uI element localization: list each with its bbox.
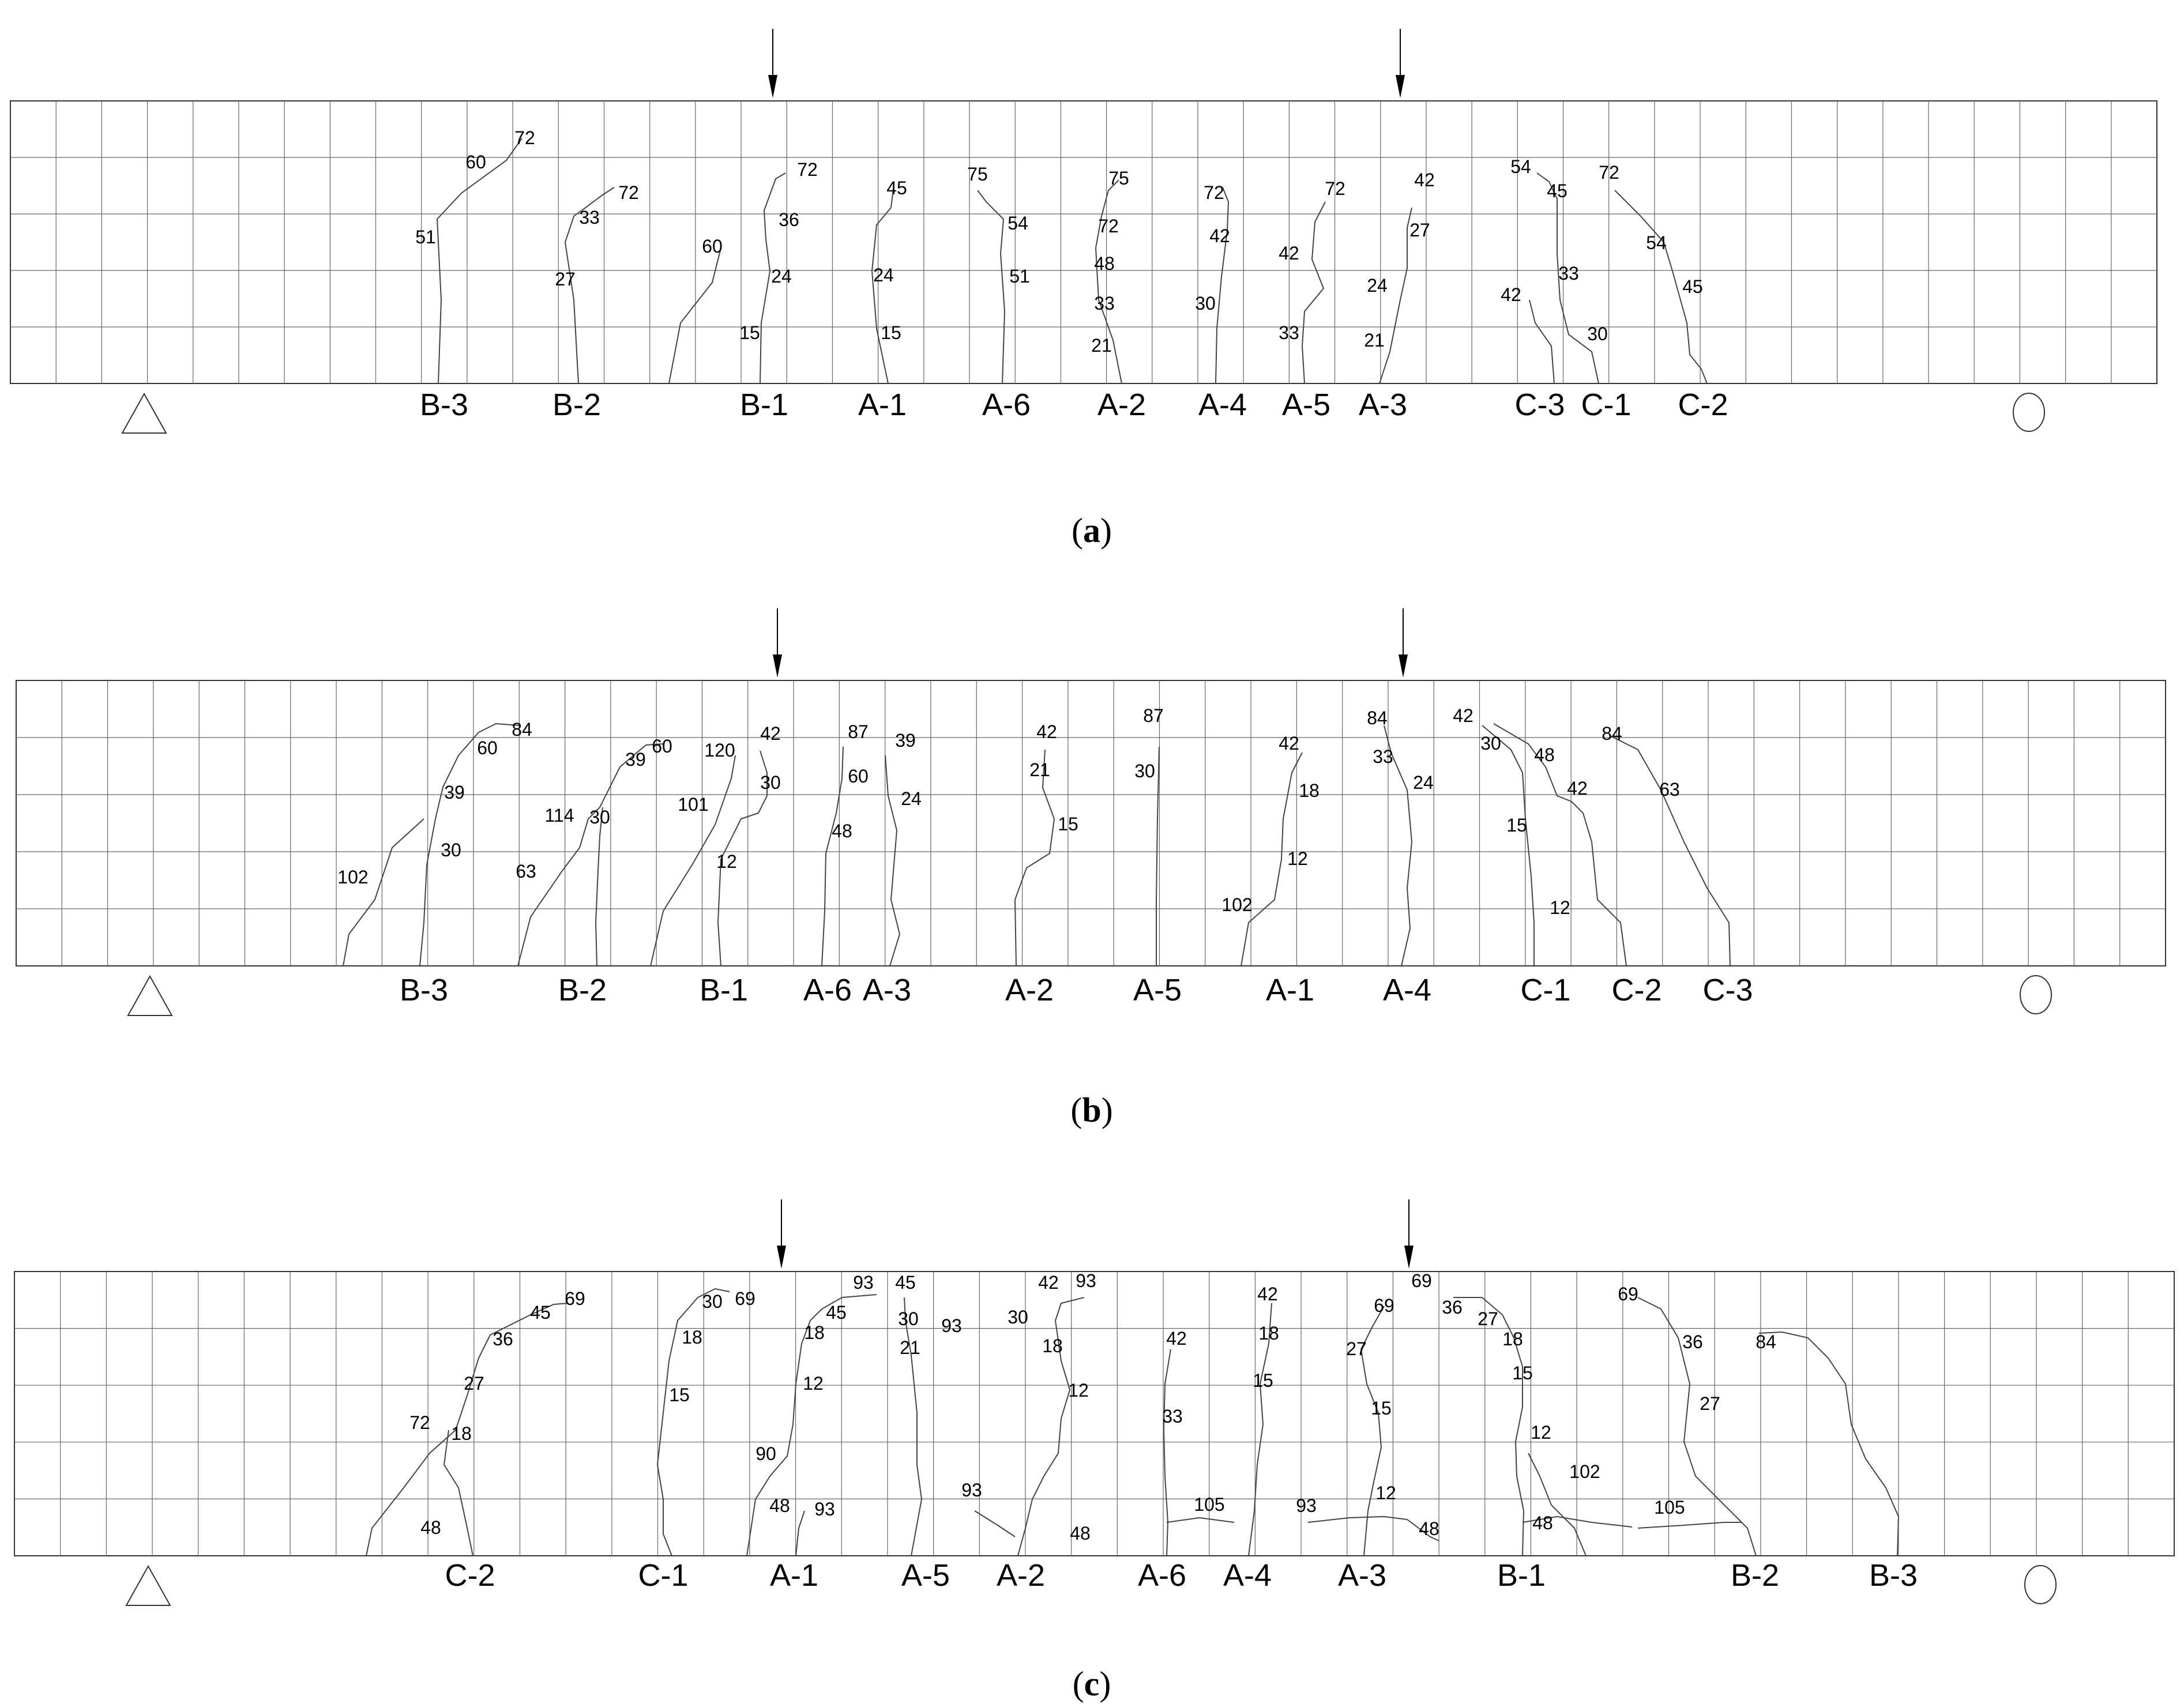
- crack-label: A-6: [1137, 1558, 1187, 1593]
- crack-load-value: 18: [1299, 780, 1320, 801]
- crack-load-value: 69: [1411, 1270, 1432, 1291]
- crack-load-value: 72: [797, 159, 818, 180]
- crack-load-value: 30: [1008, 1307, 1028, 1327]
- roller-support-icon: [2013, 393, 2044, 431]
- crack-load-value: 45: [1682, 276, 1703, 297]
- crack-load-value: 54: [1008, 213, 1028, 234]
- panel-caption: (c): [1072, 1665, 1111, 1703]
- crack-label: A-2: [1005, 973, 1054, 1007]
- crack-load-value: 63: [1659, 779, 1680, 800]
- crack-line: [885, 755, 900, 966]
- crack-load-value: 72: [1599, 162, 1619, 183]
- crack-line: [437, 138, 522, 383]
- load-arrow: [773, 608, 782, 678]
- crack-load-value: 27: [1346, 1338, 1367, 1359]
- beam-outline: [10, 101, 2157, 383]
- crack-load-value: 42: [1257, 1284, 1278, 1304]
- panel-caption: (b): [1070, 1091, 1113, 1129]
- crack-load-value: 30: [1195, 293, 1216, 314]
- crack-load-value: 69: [1374, 1295, 1394, 1316]
- crack-load-value: 45: [530, 1302, 551, 1323]
- crack-load-value: 12: [1068, 1380, 1089, 1401]
- crack-load-value: 105: [1194, 1494, 1225, 1515]
- crack-label: A-4: [1382, 973, 1432, 1007]
- crack-label: A-5: [1281, 388, 1331, 422]
- panel-a: [10, 29, 2157, 550]
- crack-load-value: 39: [625, 749, 646, 770]
- pin-support-icon: [122, 394, 166, 433]
- crack-load-value: 30: [702, 1291, 723, 1312]
- crack-load-value: 33: [1558, 263, 1579, 284]
- crack-label: A-5: [901, 1558, 950, 1593]
- crack-load-value: 36: [1682, 1331, 1703, 1352]
- load-arrow: [1404, 1199, 1414, 1269]
- crack-load-value: 42: [1453, 705, 1473, 726]
- crack-line: [596, 807, 603, 966]
- crack-load-value: 45: [826, 1302, 847, 1323]
- crack-load-value: 114: [544, 805, 574, 826]
- crack-load-value: 48: [832, 821, 852, 841]
- crack-load-value: 42: [1166, 1328, 1187, 1349]
- crack-label: A-3: [1337, 1558, 1387, 1593]
- crack-load-value: 18: [1042, 1336, 1063, 1356]
- crack-load-value: 42: [1501, 284, 1521, 305]
- crack-line: [1529, 300, 1554, 383]
- crack-load-value: 84: [512, 719, 532, 740]
- crack-load-value: 48: [1419, 1518, 1439, 1539]
- crack-load-value: 60: [652, 736, 672, 757]
- crack-load-value: 72: [1325, 178, 1345, 199]
- crack-load-value: 42: [1038, 1272, 1059, 1293]
- crack-load-value: 72: [514, 127, 535, 148]
- crack-line: [1302, 202, 1325, 383]
- pin-support-icon: [128, 976, 172, 1015]
- crack-load-value: 18: [682, 1327, 702, 1348]
- beam-grid: [16, 680, 2166, 966]
- crack-load-value: 36: [779, 209, 799, 230]
- crack-load-value: 51: [1009, 266, 1030, 287]
- crack-line: [444, 1430, 473, 1556]
- crack-load-value: 15: [1253, 1370, 1273, 1391]
- crack-load-value: 84: [1367, 708, 1388, 728]
- crack-load-value: 102: [337, 867, 369, 887]
- crack-load-value: 42: [1279, 243, 1299, 264]
- crack-label: C-3: [1702, 973, 1753, 1007]
- crack-load-value: 33: [1279, 322, 1299, 343]
- crack-load-value: 30: [1134, 761, 1155, 781]
- crack-load-value: 51: [415, 227, 436, 247]
- crack-load-value: 72: [1098, 216, 1119, 236]
- crack-load-value: 84: [1756, 1331, 1776, 1352]
- crack-load-value: 18: [804, 1322, 825, 1343]
- crack-line: [669, 248, 721, 383]
- crack-label: A-4: [1198, 388, 1247, 422]
- crack-load-value: 60: [848, 766, 869, 787]
- crack-load-value: 18: [1502, 1329, 1523, 1349]
- crack-load-value: 48: [1532, 1513, 1553, 1533]
- load-arrow: [777, 1199, 786, 1269]
- crack-load-value: 18: [451, 1423, 472, 1444]
- crack-load-value: 48: [1534, 744, 1555, 765]
- crack-load-value: 33: [1162, 1406, 1183, 1427]
- crack-label: B-2: [1730, 1558, 1780, 1593]
- crack-load-value: 54: [1646, 232, 1667, 253]
- crack-load-value: 48: [1094, 253, 1115, 274]
- crack-line: [1759, 1332, 1899, 1556]
- crack-load-value: 12: [1375, 1483, 1396, 1503]
- crack-load-value: 27: [1409, 220, 1430, 240]
- crack-load-value: 120: [704, 740, 735, 761]
- crack-load-value: 75: [967, 164, 988, 185]
- crack-line: [343, 819, 424, 966]
- crack-label: A-3: [862, 973, 912, 1007]
- crack-label: A-1: [858, 388, 907, 422]
- crack-load-value: 33: [1094, 293, 1115, 314]
- crack-load-value: 21: [900, 1337, 920, 1358]
- crack-label: B-3: [1869, 1558, 1918, 1593]
- crack-load-value: 12: [716, 851, 737, 872]
- crack-load-value: 72: [409, 1412, 430, 1433]
- crack-load-value: 27: [1700, 1393, 1720, 1414]
- crack-label: C-2: [1678, 388, 1728, 422]
- crack-line: [1167, 1518, 1234, 1522]
- crack-load-value: 18: [1258, 1323, 1279, 1344]
- crack-load-value: 42: [1279, 733, 1299, 754]
- crack-load-value: 60: [702, 236, 723, 257]
- crack-label: A-1: [769, 1558, 819, 1593]
- crack-load-value: 48: [1070, 1523, 1091, 1544]
- crack-label: C-1: [638, 1558, 689, 1593]
- crack-label: C-2: [445, 1558, 495, 1593]
- crack-label: C-1: [1520, 973, 1571, 1007]
- pin-support-icon: [126, 1566, 170, 1605]
- roller-support-icon: [2025, 1566, 2056, 1604]
- beam-grid: [10, 101, 2157, 383]
- crack-load-value: 39: [444, 782, 465, 803]
- crack-line: [975, 1511, 1015, 1537]
- crack-load-value: 33: [1373, 746, 1393, 767]
- crack-line: [1482, 725, 1534, 966]
- crack-load-value: 12: [1531, 1422, 1551, 1443]
- crack-load-value: 30: [589, 807, 610, 827]
- crack-load-value: 93: [941, 1315, 962, 1336]
- crack-load-value: 69: [565, 1288, 585, 1309]
- crack-load-value: 15: [1058, 814, 1078, 834]
- load-arrow: [1399, 608, 1408, 678]
- crack-load-value: 102: [1221, 894, 1253, 915]
- crack-load-value: 105: [1654, 1497, 1685, 1518]
- crack-line: [1156, 747, 1159, 966]
- crack-line: [1308, 1517, 1407, 1522]
- crack-load-value: 75: [1108, 168, 1129, 189]
- crack-load-value: 42: [1036, 721, 1057, 742]
- crack-load-value: 24: [901, 788, 922, 809]
- crack-load-value: 87: [1143, 705, 1164, 726]
- crack-load-value: 102: [1569, 1461, 1600, 1482]
- beam-outline: [16, 680, 2166, 966]
- crack-load-value: 12: [1287, 848, 1308, 869]
- crack-load-value: 36: [1442, 1297, 1463, 1318]
- crack-label: C-1: [1581, 388, 1632, 422]
- crack-load-value: 48: [420, 1517, 441, 1538]
- crack-load-value: 15: [1506, 815, 1527, 836]
- crack-label: B-1: [739, 388, 789, 422]
- crack-load-value: 60: [465, 152, 486, 172]
- panel-c: [14, 1199, 2174, 1703]
- crack-load-value: 27: [1478, 1308, 1498, 1329]
- crack-load-value: 30: [441, 840, 461, 860]
- crack-load-value: 72: [1204, 182, 1224, 203]
- crack-load-value: 15: [669, 1385, 690, 1405]
- crack-load-value: 15: [1512, 1363, 1533, 1383]
- crack-load-value: 63: [516, 861, 536, 882]
- crack-load-value: 15: [739, 322, 760, 343]
- crack-load-value: 12: [1550, 897, 1570, 918]
- crack-line: [1494, 724, 1626, 966]
- crack-line: [904, 1297, 922, 1556]
- crack-load-value: 90: [755, 1443, 776, 1464]
- panel-caption: (a): [1072, 511, 1112, 550]
- crack-label: A-2: [1097, 388, 1146, 422]
- crack-load-value: 21: [1029, 759, 1050, 780]
- crack-label: A-6: [982, 388, 1031, 422]
- crack-load-value: 42: [760, 723, 781, 744]
- crack-label: A-5: [1133, 973, 1182, 1007]
- crack-line: [1609, 735, 1730, 966]
- crack-load-value: 54: [1510, 156, 1531, 177]
- crack-label: A-4: [1223, 1558, 1272, 1593]
- load-arrow: [768, 29, 777, 98]
- crack-load-value: 93: [1296, 1495, 1317, 1516]
- crack-load-value: 27: [555, 269, 576, 289]
- crack-load-value: 93: [853, 1272, 874, 1293]
- crack-load-value: 93: [1076, 1270, 1096, 1291]
- crack-load-value: 27: [464, 1373, 484, 1394]
- crack-load-value: 84: [1602, 723, 1622, 744]
- crack-load-value: 24: [771, 266, 792, 287]
- crack-load-value: 45: [886, 178, 907, 198]
- crack-load-value: 39: [895, 730, 916, 751]
- roller-support-icon: [2020, 976, 2051, 1014]
- crack-load-value: 24: [1413, 772, 1434, 793]
- crack-load-value: 30: [898, 1308, 919, 1329]
- crack-load-value: 93: [961, 1480, 982, 1500]
- crack-load-value: 12: [803, 1373, 824, 1394]
- crack-line: [796, 1511, 805, 1556]
- crack-line: [822, 747, 843, 966]
- crack-load-value: 72: [618, 182, 639, 203]
- crack-load-value: 42: [1567, 778, 1588, 799]
- crack-load-value: 21: [1091, 335, 1112, 356]
- crack-load-value: 45: [895, 1272, 916, 1293]
- crack-load-value: 30: [1480, 733, 1501, 754]
- crack-line: [978, 190, 1005, 383]
- crack-load-value: 69: [735, 1288, 755, 1309]
- crack-label: A-3: [1358, 388, 1408, 422]
- crack-label: C-3: [1514, 388, 1565, 422]
- crack-label: A-6: [803, 973, 852, 1007]
- load-arrow: [1396, 29, 1405, 98]
- crack-line: [518, 744, 663, 966]
- crack-load-value: 60: [477, 738, 498, 758]
- crack-label: B-1: [1497, 1558, 1546, 1593]
- crack-line: [1164, 1349, 1171, 1556]
- crack-load-value: 87: [848, 721, 869, 742]
- crack-load-value: 33: [579, 207, 600, 228]
- crack-load-value: 42: [1414, 170, 1435, 190]
- crack-line: [420, 724, 519, 966]
- crack-load-value: 48: [769, 1495, 790, 1516]
- crack-label: B-3: [419, 388, 469, 422]
- crack-line: [1638, 1522, 1742, 1528]
- crack-line: [1015, 750, 1054, 966]
- crack-load-value: 36: [493, 1329, 513, 1349]
- crack-load-value: 21: [1364, 330, 1385, 351]
- crack-load-value: 30: [760, 772, 781, 793]
- crack-line: [1216, 187, 1228, 383]
- crack-load-value: 15: [881, 322, 901, 343]
- crack-load-value: 30: [1587, 324, 1608, 344]
- crack-load-value: 101: [678, 794, 709, 815]
- crack-load-value: 24: [1367, 275, 1388, 296]
- crack-load-value: 45: [1547, 180, 1567, 201]
- crack-load-value: 24: [873, 265, 894, 285]
- crack-label: B-3: [399, 973, 449, 1007]
- crack-label: C-2: [1611, 973, 1662, 1007]
- crack-label: B-2: [558, 973, 607, 1007]
- crack-label: A-1: [1265, 973, 1315, 1007]
- crack-load-value: 42: [1209, 225, 1230, 246]
- crack-load-value: 69: [1618, 1284, 1638, 1304]
- crack-load-value: 93: [814, 1499, 835, 1519]
- crack-label: B-1: [699, 973, 749, 1007]
- crack-label: B-2: [552, 388, 602, 422]
- panel-b: [16, 608, 2166, 1129]
- crack-load-value: 15: [1371, 1398, 1392, 1419]
- crack-label: A-2: [996, 1558, 1046, 1593]
